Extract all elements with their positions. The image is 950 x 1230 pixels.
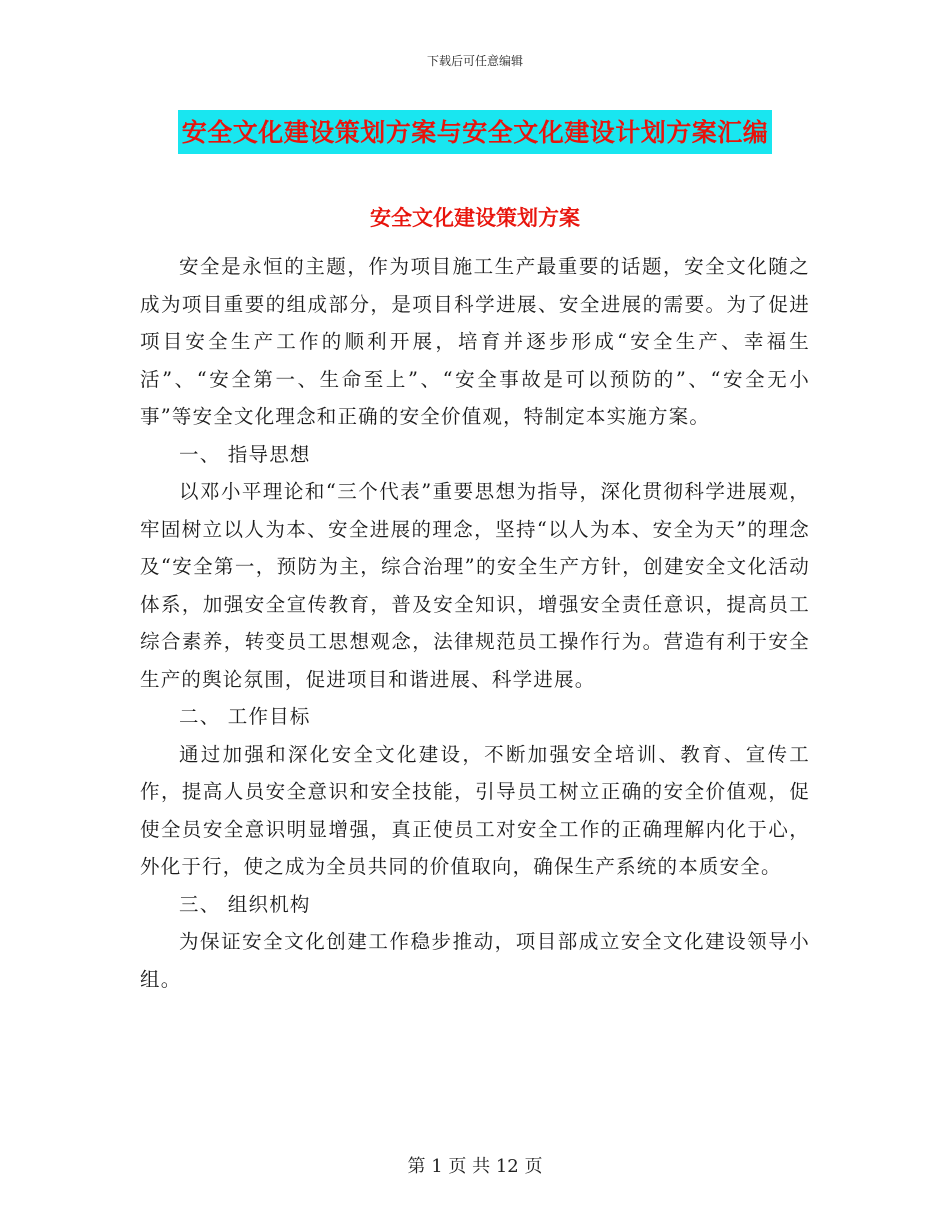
paragraph-guiding-ideology: 以邓小平理论和“三个代表”重要思想为指导，深化贯彻科学进展观，牢固树立以人为本、安全进展的理念，坚持“以人为本、安全为天”的理念及“安全第一，预防为主，综合治理”的安全生产方针，创建安全文化活动体系，加强安全宣传教育，普及安全知识，增强安全责任意识，提高员工综合素养，转变员工思想观念，法律规范员工操作行为。营造有利于安全生产的舆论氛围，促进项目和谐进展、科学进展。 — [140, 480, 810, 691]
section-heading-work-goals: 二、 工作目标 — [179, 705, 311, 728]
page-number-footer: 第 1 页 共 12 页 — [407, 1156, 543, 1177]
paragraph-intro: 安全是永恒的主题，作为项目施工生产最重要的话题，安全文化随之成为项目重要的组成部分，是项目科学进展、安全进展的需要。为了促进项目安全生产工作的顺利开展，培育并逐步形成“安全生产、幸福生活”、“安全第一、生命至上”、“安全事故是可以预防的”、“安全无小事”等安全文化理念和正确的安全价值观，特制定本实施方案。 — [140, 255, 810, 428]
main-title-container — [0, 110, 950, 154]
paragraph-organization: 为保证安全文化创建工作稳步推动，项目部成立安全文化建设领导小组。 — [140, 930, 810, 991]
document-body — [140, 248, 810, 998]
main-title: 安全文化建设策划方案与安全文化建设计划方案汇编 — [178, 110, 773, 154]
paragraph-work-goals: 通过加强和深化安全文化建设，不断加强安全培训、教育、宣传工作，提高人员安全意识和安全技能，引导员工树立正确的安全价值观，促使全员安全意识明显增强，真正使员工对安全工作的正确理解内化于心，外化于行，使之成为全员共同的价值取向，确保生产系统的本质安全。 — [140, 742, 810, 878]
sub-title: 安全文化建设策划方案 — [370, 206, 580, 230]
section-heading-organization: 三、 组织机构 — [179, 892, 311, 916]
header-note: 下载后可任意编辑 — [426, 54, 523, 68]
section-heading-guiding-ideology: 一、 指导思想 — [179, 442, 311, 466]
